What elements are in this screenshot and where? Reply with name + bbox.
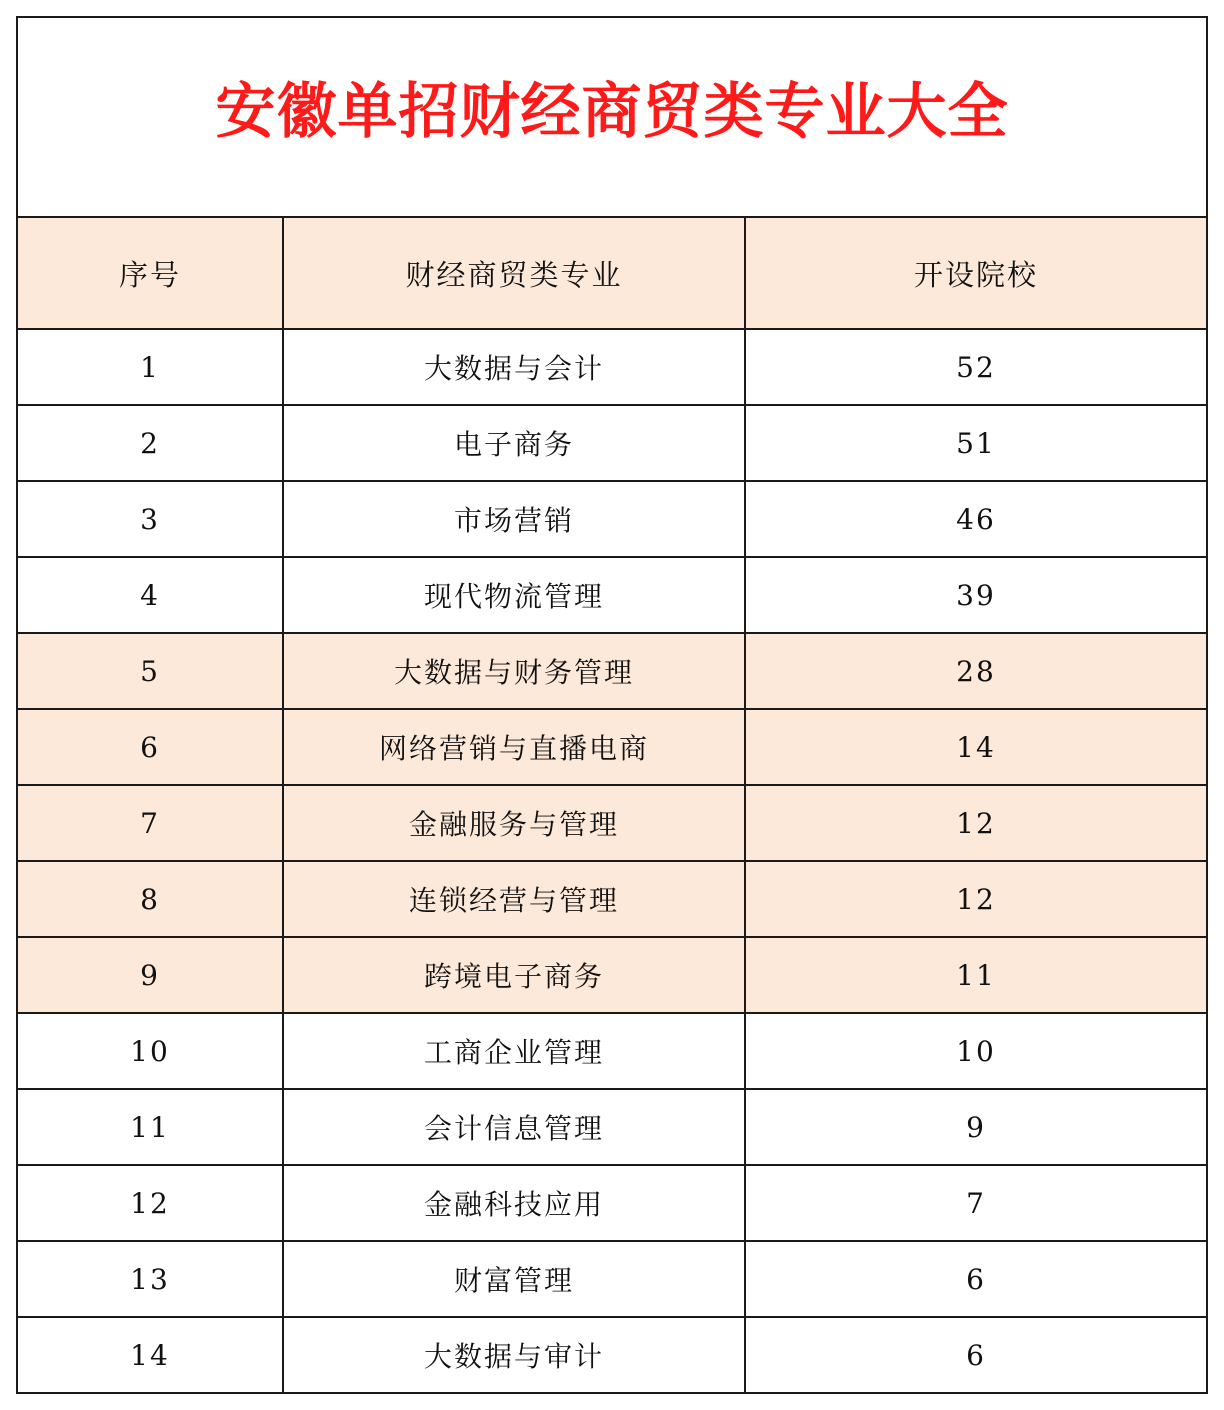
cell-index: 5 <box>17 633 283 709</box>
table-row <box>17 1013 1207 1089</box>
cell-major: 连锁经营与管理 <box>283 861 745 937</box>
table-row <box>17 405 1207 481</box>
cell-index: 1 <box>17 329 283 405</box>
cell-major: 大数据与财务管理 <box>283 633 745 709</box>
cell-major: 大数据与审计 <box>283 1317 745 1393</box>
cell-school-count: 10 <box>745 1013 1207 1089</box>
table-row <box>17 329 1207 405</box>
table-row <box>17 785 1207 861</box>
cell-school-count: 51 <box>745 405 1207 481</box>
table-row <box>17 937 1207 1013</box>
cell-index: 14 <box>17 1317 283 1393</box>
cell-index: 6 <box>17 709 283 785</box>
cell-major: 金融科技应用 <box>283 1165 745 1241</box>
header-school-count: 开设院校 <box>745 217 1207 329</box>
cell-school-count: 6 <box>745 1241 1207 1317</box>
cell-school-count: 39 <box>745 557 1207 633</box>
cell-school-count: 12 <box>745 785 1207 861</box>
cell-index: 3 <box>17 481 283 557</box>
cell-school-count: 7 <box>745 1165 1207 1241</box>
cell-index: 7 <box>17 785 283 861</box>
table-row <box>17 1317 1207 1393</box>
cell-major: 工商企业管理 <box>283 1013 745 1089</box>
cell-major: 会计信息管理 <box>283 1089 745 1165</box>
cell-major: 大数据与会计 <box>283 329 745 405</box>
title-cell <box>17 17 1207 217</box>
cell-index: 2 <box>17 405 283 481</box>
table-row <box>17 1089 1207 1165</box>
cell-major: 跨境电子商务 <box>283 937 745 1013</box>
table-row <box>17 709 1207 785</box>
majors-table <box>16 16 1208 1394</box>
title-row <box>17 17 1207 217</box>
cell-major: 网络营销与直播电商 <box>283 709 745 785</box>
cell-school-count: 6 <box>745 1317 1207 1393</box>
table-row <box>17 861 1207 937</box>
cell-index: 8 <box>17 861 283 937</box>
cell-major: 电子商务 <box>283 405 745 481</box>
cell-school-count: 9 <box>745 1089 1207 1165</box>
header-major: 财经商贸类专业 <box>283 217 745 329</box>
cell-school-count: 46 <box>745 481 1207 557</box>
cell-school-count: 14 <box>745 709 1207 785</box>
cell-school-count: 12 <box>745 861 1207 937</box>
cell-school-count: 28 <box>745 633 1207 709</box>
cell-school-count: 11 <box>745 937 1207 1013</box>
cell-index: 12 <box>17 1165 283 1241</box>
cell-index: 11 <box>17 1089 283 1165</box>
table-row <box>17 1165 1207 1241</box>
cell-index: 10 <box>17 1013 283 1089</box>
table-row <box>17 633 1207 709</box>
cell-major: 市场营销 <box>283 481 745 557</box>
cell-major: 财富管理 <box>283 1241 745 1317</box>
cell-index: 9 <box>17 937 283 1013</box>
cell-index: 4 <box>17 557 283 633</box>
header-row <box>17 217 1207 329</box>
cell-school-count: 52 <box>745 329 1207 405</box>
table-row <box>17 481 1207 557</box>
table-row <box>17 1241 1207 1317</box>
cell-major: 现代物流管理 <box>283 557 745 633</box>
cell-index: 13 <box>17 1241 283 1317</box>
cell-major: 金融服务与管理 <box>283 785 745 861</box>
header-index: 序号 <box>17 217 283 329</box>
page-title: 安徽单招财经商贸类专业大全 <box>215 77 1009 147</box>
table-row <box>17 557 1207 633</box>
